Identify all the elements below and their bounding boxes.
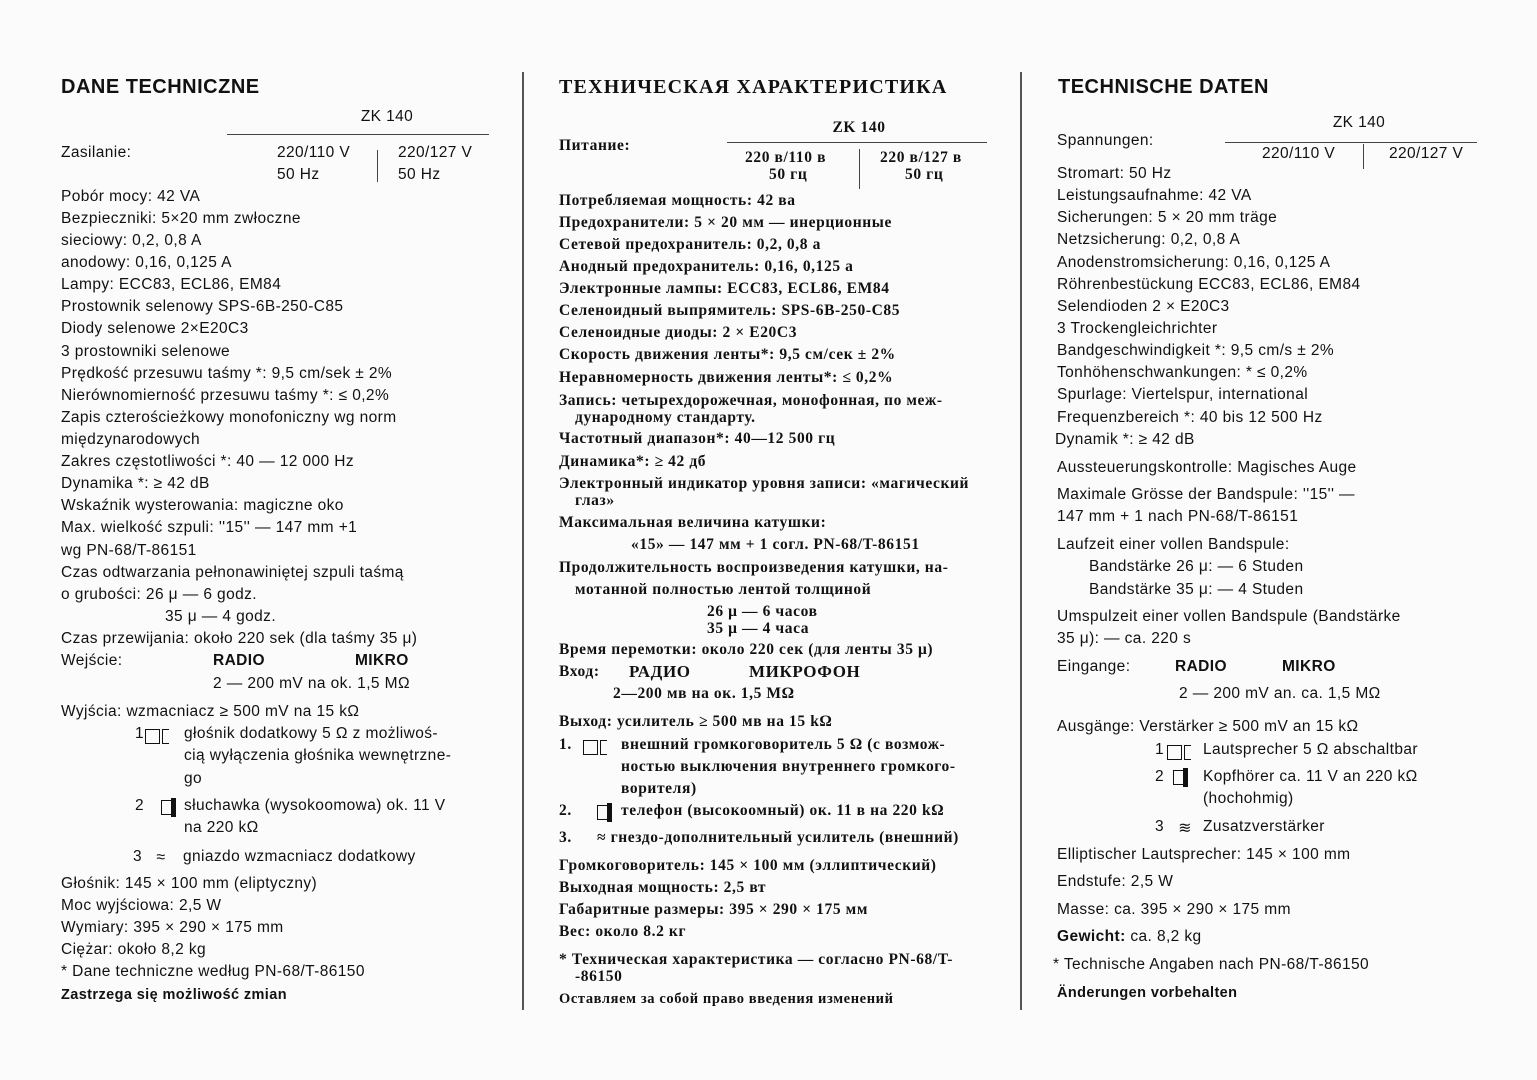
- polish-output-2-num: 2: [135, 797, 145, 814]
- spec-line: Габаритные размеры: 395 × 290 × 175 мм: [559, 901, 868, 918]
- spec-line: Nierównomierność przesuwu taśmy *: ≤ 0,2%: [61, 387, 390, 404]
- polish-output-2-text: na 220 kΩ: [184, 819, 259, 836]
- spec-line: Leistungsaufnahme: 42 VA: [1057, 187, 1252, 204]
- spec-line: Czas odtwarzania pełnonawiniętej szpuli taśmą: [61, 564, 404, 581]
- speaker-icon: [145, 726, 171, 746]
- spec-line: Селеноидный выпрямитель: SPS-6B-250-C85: [559, 302, 901, 319]
- spec-line: Wskaźnik wysterowania: magiczne oko: [61, 497, 344, 514]
- russian-footnote: -86150: [575, 968, 623, 985]
- spec-line: anodowy: 0,16, 0,125 A: [61, 254, 232, 271]
- spec-line: Bandgeschwindigkeit *: 9,5 cm/s ± 2%: [1057, 342, 1335, 359]
- spec-line: Ciężar: około 8,2 kg: [61, 941, 206, 958]
- russian-model-rule: [727, 142, 987, 143]
- polish-model-header: ZK 140: [360, 108, 414, 125]
- spec-line: 35 μ — 4 часа: [707, 620, 810, 637]
- spec-line: Электронный индикатор уровня записи: «магический: [559, 475, 970, 492]
- spec-line: 35 μ): — ca. 220 s: [1057, 630, 1192, 647]
- spec-line: Продолжительность воспроизведения катушки, на-: [559, 559, 949, 576]
- german-input-mikro: MIKRO: [1282, 658, 1336, 675]
- german-input-label: Eingange:: [1057, 658, 1131, 675]
- spec-line: 35 μ — 4 godz.: [165, 608, 277, 625]
- spec-line: Moc wyjściowa: 2,5 W: [61, 897, 222, 914]
- spec-line: Prędkość przesuwu taśmy *: 9,5 cm/sek ± 2%: [61, 365, 393, 382]
- polish-supply-label: Zasilanie:: [61, 144, 132, 161]
- german-supply-b-voltage: 220/127 V: [1389, 145, 1464, 162]
- russian-model-header: ZK 140: [832, 119, 886, 136]
- spec-line: Głośnik: 145 × 100 mm (eliptyczny): [61, 875, 318, 892]
- spec-line: Bezpieczniki: 5×20 mm zwłoczne: [61, 210, 301, 227]
- spec-line: Netzsicherung: 0,2, 0,8 A: [1057, 231, 1241, 248]
- spec-line: Wymiary: 395 × 290 × 175 mm: [61, 919, 284, 936]
- russian-input-spec: 2—200 мв на ок. 1,5 MΩ: [613, 685, 795, 702]
- spec-line: Bandstärke 35 μ: — 4 Studen: [1089, 581, 1304, 598]
- spec-line: «15» — 147 мм + 1 согл. PN-68/T-86151: [631, 536, 920, 553]
- spec-line: 147 mm + 1 nach PN-68/T-86151: [1057, 508, 1299, 525]
- spec-line: wg PN-68/T-86151: [61, 542, 197, 559]
- polish-supply-b-freq: 50 Hz: [398, 166, 441, 183]
- spec-line: Электронные лампы: ECC83, ECL86, EM84: [559, 280, 890, 297]
- spec-line: Частотный диапазон*: 40—12 500 гц: [559, 430, 836, 447]
- spec-line: Anodenstromsicherung: 0,16, 0,125 A: [1057, 254, 1331, 271]
- polish-footnote: * Dane techniczne według PN-68/T-86150: [61, 963, 365, 980]
- spec-line: Prostownik selenowy SPS-6B-250-C85: [61, 298, 344, 315]
- spec-line: Röhrenbestückung ECC83, ECL86, EM84: [1057, 276, 1361, 293]
- spec-line: Выходная мощность: 2,5 вт: [559, 879, 767, 896]
- russian-title: ТЕХНИЧЕСКАЯ ХАРАКТЕРИСТИКА: [559, 76, 948, 98]
- russian-output-3-num: 3.: [559, 829, 572, 846]
- spec-line: 3 prostowniki selenowe: [61, 343, 231, 360]
- polish-model-rule: [227, 134, 489, 135]
- russian-output-2-num: 2.: [559, 802, 572, 819]
- russian-supply-a-freq: 50 гц: [769, 166, 808, 183]
- spec-line: Потребляемая мощность: 42 ва: [559, 192, 796, 209]
- polish-supply-b-voltage: 220/127 V: [398, 144, 473, 161]
- russian-supply-a-voltage: 220 в/110 в: [745, 149, 827, 166]
- polish-output-2-text: słuchawka (wysokoomowa) ok. 11 V: [184, 797, 446, 814]
- spec-line: Spurlage: Viertelspur, international: [1057, 386, 1309, 403]
- german-output-2-num: 2: [1155, 768, 1165, 785]
- german-output-3-num: 3: [1155, 818, 1165, 835]
- spec-line: Dynamika *: ≥ 42 dB: [61, 475, 210, 492]
- spec-line: Zapis czterościeżkowy monofoniczny wg norm: [61, 409, 397, 426]
- russian-footnote: * Техническая характеристика — согласно PN-68/T-: [559, 951, 953, 968]
- russian-output-1-num: 1.: [559, 736, 572, 753]
- spec-line: Громкоговоритель: 145 × 100 мм (эллиптический): [559, 857, 937, 874]
- spec-line: Umspulzeit einer vollen Bandspule (Bandstärke: [1057, 608, 1401, 625]
- german-outputs-label: Ausgänge: Verstärker ≥ 500 mV an 15 kΩ: [1057, 718, 1359, 735]
- russian-footer: Оставляем за собой право введения изменений: [559, 991, 894, 1007]
- spec-line: Сетевой предохранитель: 0,2, 0,8 а: [559, 236, 821, 253]
- german-weight: [1057, 927, 1202, 947]
- polish-supply-a-voltage: 220/110 V: [277, 144, 351, 161]
- spec-line: Diody selenowe 2×E20C3: [61, 320, 249, 337]
- russian-output-1-text: внешний громкоговоритель 5 Ω (с возмож-: [621, 736, 946, 753]
- spec-line: o grubości: 26 μ — 6 godz.: [61, 586, 257, 603]
- spec-line: Запись: четырехдорожечная, монофонная, по меж-: [559, 392, 943, 409]
- spec-line: międzynarodowych: [61, 431, 201, 448]
- spec-line: Предохранители: 5 × 20 мм — инерционные: [559, 214, 892, 231]
- german-output-1-num: 1: [1155, 741, 1165, 758]
- german-output-1-text: Lautsprecher 5 Ω abschaltbar: [1203, 741, 1418, 758]
- spec-line: Bandstärke 26 μ: — 6 Studen: [1089, 558, 1304, 575]
- spec-line: Sicherungen: 5 × 20 mm träge: [1057, 209, 1278, 226]
- russian-output-1-text: ворителя): [621, 780, 697, 797]
- spec-line: Endstufe: 2,5 W: [1057, 873, 1174, 890]
- spec-line: Вес: около 8.2 кг: [559, 923, 687, 940]
- headphone-icon: [1173, 767, 1193, 787]
- spec-line: Lampy: ECC83, ECL86, EM84: [61, 276, 282, 293]
- spec-line: Время перемотки: около 220 сек (для ленты 35 μ): [559, 641, 934, 658]
- polish-output-1-text: go: [184, 770, 203, 787]
- russian-supply-b-freq: 50 гц: [905, 166, 944, 183]
- german-weight-label: Gewicht:: [1057, 928, 1126, 945]
- spec-line: Pobór mocy: 42 VA: [61, 188, 201, 205]
- speaker-icon: [583, 737, 609, 757]
- spec-line: Selendioden 2 × E20C3: [1057, 298, 1230, 315]
- headphone-icon: [597, 802, 617, 822]
- spec-line: Селеноидные диоды: 2 × E20C3: [559, 324, 798, 341]
- russian-input-radio: РАДИО: [629, 662, 691, 681]
- german-input-radio: RADIO: [1175, 658, 1227, 675]
- polish-input-label: Wejście:: [61, 652, 123, 669]
- spec-line: Maximale Grösse der Bandspule: ''15'' —: [1057, 486, 1355, 503]
- russian-supply-label: Питание:: [559, 137, 631, 154]
- russian-output-1-text: ностью выключения внутреннего громкого-: [621, 758, 956, 775]
- spec-line: Max. wielkość szpuli: ''15'' — 147 mm +1: [61, 519, 358, 536]
- german-footnote: * Technische Angaben nach PN-68/T-86150: [1053, 956, 1370, 973]
- spec-line: Анодный предохранитель: 0,16, 0,125 а: [559, 258, 854, 275]
- polish-title: DANE TECHNICZNE: [61, 76, 260, 98]
- polish-output-1-num: 1: [135, 725, 145, 742]
- german-model-header: ZK 140: [1332, 114, 1386, 131]
- russian-supply-b-voltage: 220 в/127 в: [880, 149, 962, 166]
- spec-line: Czas przewijania: około 220 sek (dla taśmy 35 μ): [61, 630, 418, 647]
- spec-line: Zakres częstotliwości *: 40 — 12 000 Hz: [61, 453, 354, 470]
- polish-output-1-text: cią wyłączenia głośnika wewnętrzne-: [184, 747, 452, 764]
- polish-output-1-text: głośnik dodatkowy 5 Ω z możliwoś-: [184, 725, 438, 742]
- spec-line: Frequenzbereich *: 40 bis 12 500 Hz: [1057, 409, 1323, 426]
- polish-output-3-text: gniazdo wzmacniacz dodatkowy: [183, 848, 416, 865]
- polish-supply-a-freq: 50 Hz: [277, 166, 320, 183]
- german-output-2-text: (hochohmig): [1203, 790, 1294, 807]
- german-footer: Änderungen vorbehalten: [1057, 985, 1238, 1001]
- german-output-3-text: Zusatzverstärker: [1203, 818, 1325, 835]
- polish-input-mikro: MIKRO: [355, 652, 409, 669]
- spec-line: Максимальная величина катушки:: [559, 514, 827, 531]
- polish-input-radio: RADIO: [213, 652, 265, 669]
- spec-line: Laufzeit einer vollen Bandspule:: [1057, 536, 1290, 553]
- speaker-icon: [1167, 742, 1193, 762]
- polish-footer: Zastrzega się możliwość zmian: [61, 987, 287, 1003]
- spec-line: Динамика*: ≥ 42 дб: [559, 453, 707, 470]
- spec-line: sieciowy: 0,2, 0,8 A: [61, 232, 202, 249]
- russian-input-label: Вход:: [559, 663, 600, 680]
- spec-line: Elliptischer Lautsprecher: 145 × 100 mm: [1057, 846, 1351, 863]
- german-input-spec: 2 — 200 mV an. ca. 1,5 MΩ: [1179, 685, 1381, 702]
- column-divider-left: [522, 72, 524, 1010]
- spec-line: 26 μ — 6 часов: [707, 603, 818, 620]
- russian-supply-divider: [859, 149, 860, 189]
- polish-input-spec: 2 — 200 mV na ok. 1,5 MΩ: [213, 675, 410, 692]
- german-supply-label: Spannungen:: [1057, 132, 1154, 149]
- spec-line: Tonhöhenschwankungen: * ≤ 0,2%: [1057, 364, 1308, 381]
- amplifier-socket-icon: ≋: [1178, 820, 1192, 837]
- polish-supply-divider: [377, 150, 378, 182]
- spec-line: Stromart: 50 Hz: [1057, 165, 1172, 182]
- german-output-2-text: Kopfhörer ca. 11 V an 220 kΩ: [1203, 768, 1418, 785]
- russian-output-3-text: ≈ гнездо-дополнительный усилитель (внешний): [597, 829, 959, 846]
- amplifier-socket-icon: ≈: [156, 849, 166, 866]
- spec-line: Aussteuerungskontrolle: Magisches Auge: [1057, 459, 1357, 476]
- spec-line: Скорость движения ленты*: 9,5 см/сек ± 2%: [559, 346, 896, 363]
- spec-line: мотанной полностью лентой толщиной: [575, 581, 872, 598]
- spec-line: 3 Trockengleichrichter: [1057, 320, 1218, 337]
- russian-outputs-label: Выход: усилитель ≥ 500 мв на 15 kΩ: [559, 713, 833, 730]
- headphone-icon: [161, 797, 181, 817]
- polish-outputs-label: Wyjścia: wzmacniacz ≥ 500 mV na 15 kΩ: [61, 703, 360, 720]
- german-title: TECHNISCHE DATEN: [1058, 76, 1269, 98]
- column-divider-right: [1020, 72, 1022, 1010]
- german-supply-a-voltage: 220/110 V: [1262, 145, 1336, 162]
- russian-input-mikro: МИКРОФОН: [749, 662, 861, 681]
- russian-output-2-text: телефон (высокоомный) ок. 11 в на 220 kΩ: [621, 802, 945, 819]
- german-weight-value: ca. 8,2 kg: [1125, 928, 1202, 945]
- spec-line: Masse: ca. 395 × 290 × 175 mm: [1057, 901, 1291, 918]
- spec-line: Неравномерность движения ленты*: ≤ 0,2%: [559, 369, 894, 386]
- spec-line: Dynamik *: ≥ 42 dB: [1055, 431, 1195, 448]
- spec-line: глаз»: [575, 492, 615, 509]
- polish-output-3-num: 3: [133, 848, 143, 865]
- spec-line: дународному стандарту.: [575, 409, 756, 426]
- german-supply-divider: [1363, 144, 1364, 169]
